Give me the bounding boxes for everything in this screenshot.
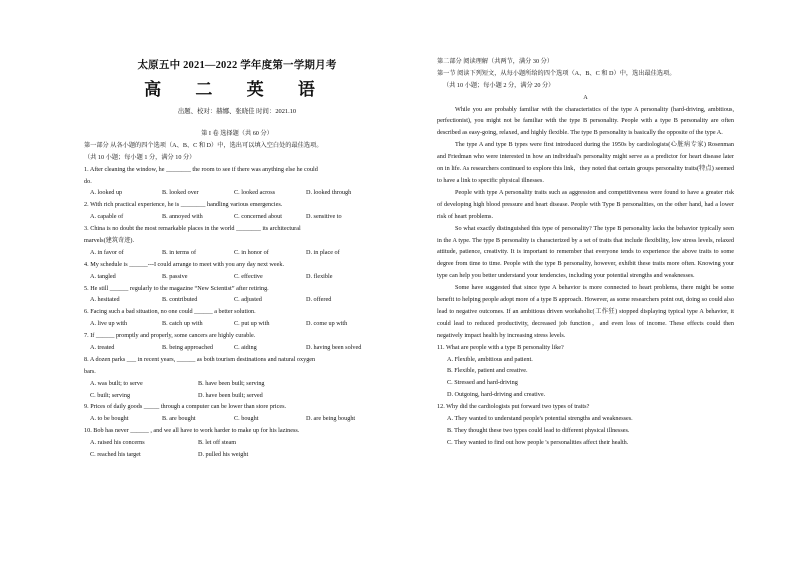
answer-option[interactable]: A. treated: [90, 344, 115, 352]
answer-option[interactable]: D. Outgoing, hard-driving and creative.: [447, 391, 546, 399]
answer-option[interactable]: B. in terms of: [162, 248, 197, 256]
answer-option[interactable]: A. tangled: [90, 272, 116, 280]
cloze-question: [84, 401, 390, 425]
answer-option[interactable]: C. reached his target: [90, 451, 141, 459]
options-row: [84, 378, 390, 390]
cloze-question: [84, 283, 390, 307]
question-stem: 4. My schedule is ______---I could arrange to meet with you any day next week.: [84, 260, 285, 268]
answer-option[interactable]: C. put up with: [234, 320, 270, 328]
options-row: [84, 413, 390, 425]
question-stem: 7. If ______ promptly and properly, some cancers are highly curable.: [84, 332, 256, 340]
question-stem: 1. After cleaning the window, he ________ the room to see if there was anything else he could: [84, 165, 318, 173]
question-stem: 5. He still ______ regularly to the magazine “New Scientist” after retiring.: [84, 284, 269, 292]
part1-instruction: 第一部分 从各小题的四个选项（A、B、C 和 D）中，选出可以填入空白处的最佳选项。: [84, 141, 323, 149]
subject-title: 高 二 英 语: [144, 80, 330, 99]
answer-option[interactable]: D. flexible: [306, 272, 333, 280]
passage-paragraph: While you are probably familiar with the characteristics of the type A personality (hard-driving, ambitious, perfectionist), you might not be familiar with the type B personality. People with a type B personality are often described as easy-going, relaxed, and highly flexible. The type B personality is basically the opposite of the type A.: [437, 105, 734, 137]
options-row: [84, 318, 390, 330]
answer-option[interactable]: A. They wanted to understand people's potential strengths and weaknesses.: [447, 415, 633, 423]
question-list: [84, 164, 390, 461]
options-row: [84, 390, 390, 402]
answer-option[interactable]: B. have been built; serving: [198, 379, 265, 387]
answer-option[interactable]: A. Flexible, ambitious and patient.: [447, 355, 533, 363]
answer-option[interactable]: B. Flexible, patient and creative.: [447, 367, 528, 375]
answer-option[interactable]: B. passive: [162, 272, 188, 280]
reading-question: [437, 401, 734, 449]
question-stem: bars.: [84, 367, 96, 375]
section2-scoring: （共 10 小题；每小题 2 分，满分 20 分）: [443, 81, 555, 89]
answer-option[interactable]: A. capable of: [90, 213, 124, 221]
answer-option[interactable]: C. They wanted to find out how people 's personalities affect their health.: [447, 438, 629, 446]
answer-option[interactable]: D. having been solved: [306, 344, 362, 352]
options-row: [84, 187, 390, 199]
question-stem: 2. With rich practical experience, he is ________ handling various emergencies.: [84, 201, 283, 209]
answer-option[interactable]: D. looked through: [306, 189, 352, 197]
answer-option[interactable]: B. They thought these two types could lead to different physical illnesses.: [447, 426, 630, 434]
answer-option[interactable]: C. adjusted: [234, 296, 262, 304]
answer-option[interactable]: A. live up with: [90, 320, 128, 328]
answer-option[interactable]: C. effective: [234, 272, 263, 280]
answer-option[interactable]: C. Stressed and hard-driving: [447, 379, 518, 387]
question-stem: 10. Bob has never ______ , and we all have to work harder to make up for his laziness.: [84, 427, 300, 435]
options-row: [84, 449, 390, 461]
answer-option[interactable]: C. bought: [234, 415, 259, 423]
options-row: [84, 437, 390, 449]
answer-option[interactable]: D. are being bought: [306, 415, 356, 423]
answer-option[interactable]: D. pulled his weight: [198, 451, 249, 459]
answer-option[interactable]: B. let off steam: [198, 439, 237, 447]
question-stem: 11. What are people with a type B personality like?: [437, 343, 564, 351]
passage-paragraph: So what exactly distinguished this type of personality? The type B personality lacks the behavior typically seen in the A type. The type B personality is characterized by a set of traits that include flexibility, low stress levels, relaxed attitude, patience, creativity. It is important to remember that everyone tends to experience the above traits to some degree from time to time. People with the type B personality, however, exhibit these traits more often. Knowing your type can help you better understand your tendencies, including your potential strengths and weaknesses.: [437, 224, 734, 280]
answer-option[interactable]: B. looked over: [162, 189, 199, 197]
reading-question: [437, 342, 734, 401]
answer-option[interactable]: C. concerned about: [234, 213, 282, 221]
answer-option[interactable]: C. looked across: [234, 189, 276, 197]
answer-option[interactable]: B. catch up with: [162, 320, 203, 328]
answer-option[interactable]: A. looked up: [90, 189, 123, 197]
answer-option[interactable]: B. annoyed with: [162, 213, 203, 221]
options-row: [84, 247, 390, 259]
section1-title: 第 I 卷 选择题（共 60 分）: [201, 130, 273, 137]
cloze-question: [84, 259, 390, 283]
options-row: [84, 271, 390, 283]
options-row: [84, 211, 390, 223]
answer-option[interactable]: C. aiding: [234, 344, 257, 352]
options-row: [84, 342, 390, 354]
answer-option[interactable]: A. hesitated: [90, 296, 120, 304]
question-stem: do.: [84, 177, 92, 185]
answer-option[interactable]: B. contributed: [162, 296, 198, 304]
cloze-question: [84, 330, 390, 354]
passage-paragraph: People with type A personality traits such as aggression and competitiveness were found to have a greater risk of developing high blood pressure and heart disease. People with Type B personalities, on the other hand, had a lower risk of heart problems.: [437, 188, 734, 220]
passage-body: [437, 104, 734, 342]
school-title: 太原五中 2021—2022 学年度第一学期月考: [137, 60, 337, 71]
answer-option[interactable]: A. in favor of: [90, 248, 124, 256]
cloze-question: [84, 199, 390, 223]
cloze-question: [84, 223, 390, 259]
question-stem: 9. Prices of daily goods _____ through a computer can be lower than store prices.: [84, 403, 287, 411]
answer-option[interactable]: C. built; serving: [90, 391, 131, 399]
answer-option[interactable]: C. in honor of: [234, 248, 269, 256]
passage-label: A: [583, 93, 588, 101]
answer-option[interactable]: D. in place of: [306, 248, 340, 256]
section2-instruction: 第一节 阅读下列短文，从每小题所给的四个选项（A、B、C 和 D）中，选出最佳选项。: [437, 69, 676, 77]
cloze-question: [84, 354, 390, 402]
options-row: [84, 294, 390, 306]
part1-scoring: （共 10 小题；每小题 1 分，满分 10 分）: [84, 153, 196, 161]
cloze-question: [84, 164, 390, 200]
question-stem: 12. Why did the cardiologists put forward two types of traits?: [437, 403, 590, 411]
section2: [437, 56, 734, 449]
section1: [84, 128, 390, 461]
section2-title: 第二部分 阅读理解（共两节，满分 30 分）: [437, 58, 554, 65]
answer-option[interactable]: D. offered: [306, 296, 332, 304]
question-stem: marvels(建筑奇迹).: [84, 237, 135, 245]
cloze-question: [84, 425, 390, 461]
answer-option[interactable]: A. was built; to serve: [90, 379, 143, 387]
answer-option[interactable]: D. have been built; served: [198, 391, 263, 399]
answer-option[interactable]: D. sensitive to: [306, 213, 342, 221]
answer-option[interactable]: B. are bought: [162, 415, 196, 423]
passage-paragraph: Some have suggested that since type A behavior is more connected to heart problems, there might be some benefit to helping people adopt more of a type B approach. However, as some researchers point out, doing so could also lead to negative outcomes. If an ambitious driven workaholic(工作狂) stopped displaying typical type A behavior, it could lead to reduced productivity, decreased job function，and even loss of income. These effects could then negatively impact health by increasing stress levels.: [437, 284, 734, 339]
question-stem: 6. Facing such a bad situation, no one could ______ a better solution.: [84, 308, 256, 316]
passage-paragraph: The type A and type B types were first introduced during the 1950s by cardiologists(心脏病专家) Rosenman and Friedman who were interested in how an individual's personality might serve as a predictor for heart disease later on in life. As researchers continued to explore this link，they noted that certain groups personality traits(特点) seemed to have a link to specific physical illnesses.: [437, 141, 734, 184]
answer-option[interactable]: D. come up with: [306, 320, 348, 328]
answer-option[interactable]: B. being approached: [162, 344, 214, 352]
answer-option[interactable]: A. to be bought: [90, 415, 129, 423]
answer-option[interactable]: A. raised his concerns: [90, 439, 145, 447]
authors-line: 出题、校对：赫娜、张晓佳 时间：2021.10: [177, 108, 297, 115]
question-stem: 8. A dozen parks ___ in recent years, ______ as both tourism destinations and natural oxygen: [84, 355, 316, 363]
question-stem: 3. China is no doubt the most remarkable places in the world ________ its architectural: [84, 225, 301, 233]
cloze-question: [84, 306, 390, 330]
